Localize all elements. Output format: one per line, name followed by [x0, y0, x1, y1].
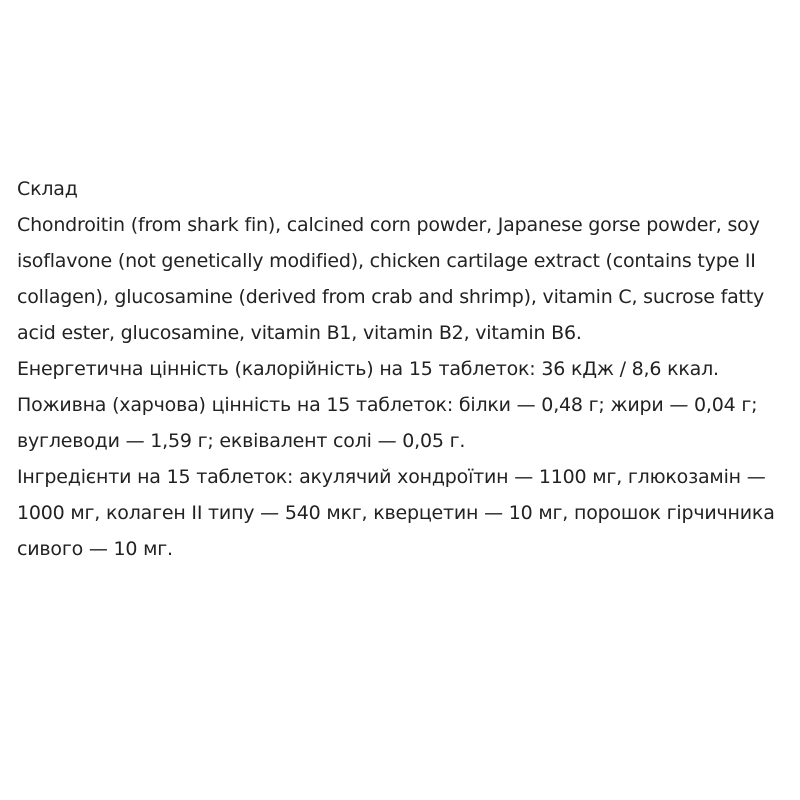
ingredients-paragraph: Інгредієнти на 15 таблеток: акулячий хондроїтин — 1100 мг, глюкозамін — 1000 мг, колаген II типу — 540 мкг, кверцетин — 10 мг, порошок гірчичника сивого — 10 мг. — [17, 466, 775, 560]
section-heading: Склад — [17, 178, 78, 200]
composition-section — [17, 171, 793, 567]
energy-value-paragraph: Енергетична цінність (калорійність) на 15 таблеток: 36 кДж / 8,6 ккал. — [17, 358, 719, 380]
composition-paragraph: Chondroitin (from shark fin), calcined corn powder, Japanese gorse powder, soy isoflavone (not genetically modified), chicken cartilage extract (contains type II collagen), glucosamine (derived from crab and shrimp), vitamin C, sucrose fatty acid ester, glucosamine, vitamin B1, vitamin B2, vitamin B6. — [17, 214, 765, 344]
nutritional-value-paragraph: Поживна (харчова) цінність на 15 таблеток: білки — 0,48 г; жири — 0,04 г; вуглеводи — 1,59 г; еквівалент солі — 0,05 г. — [17, 394, 758, 452]
